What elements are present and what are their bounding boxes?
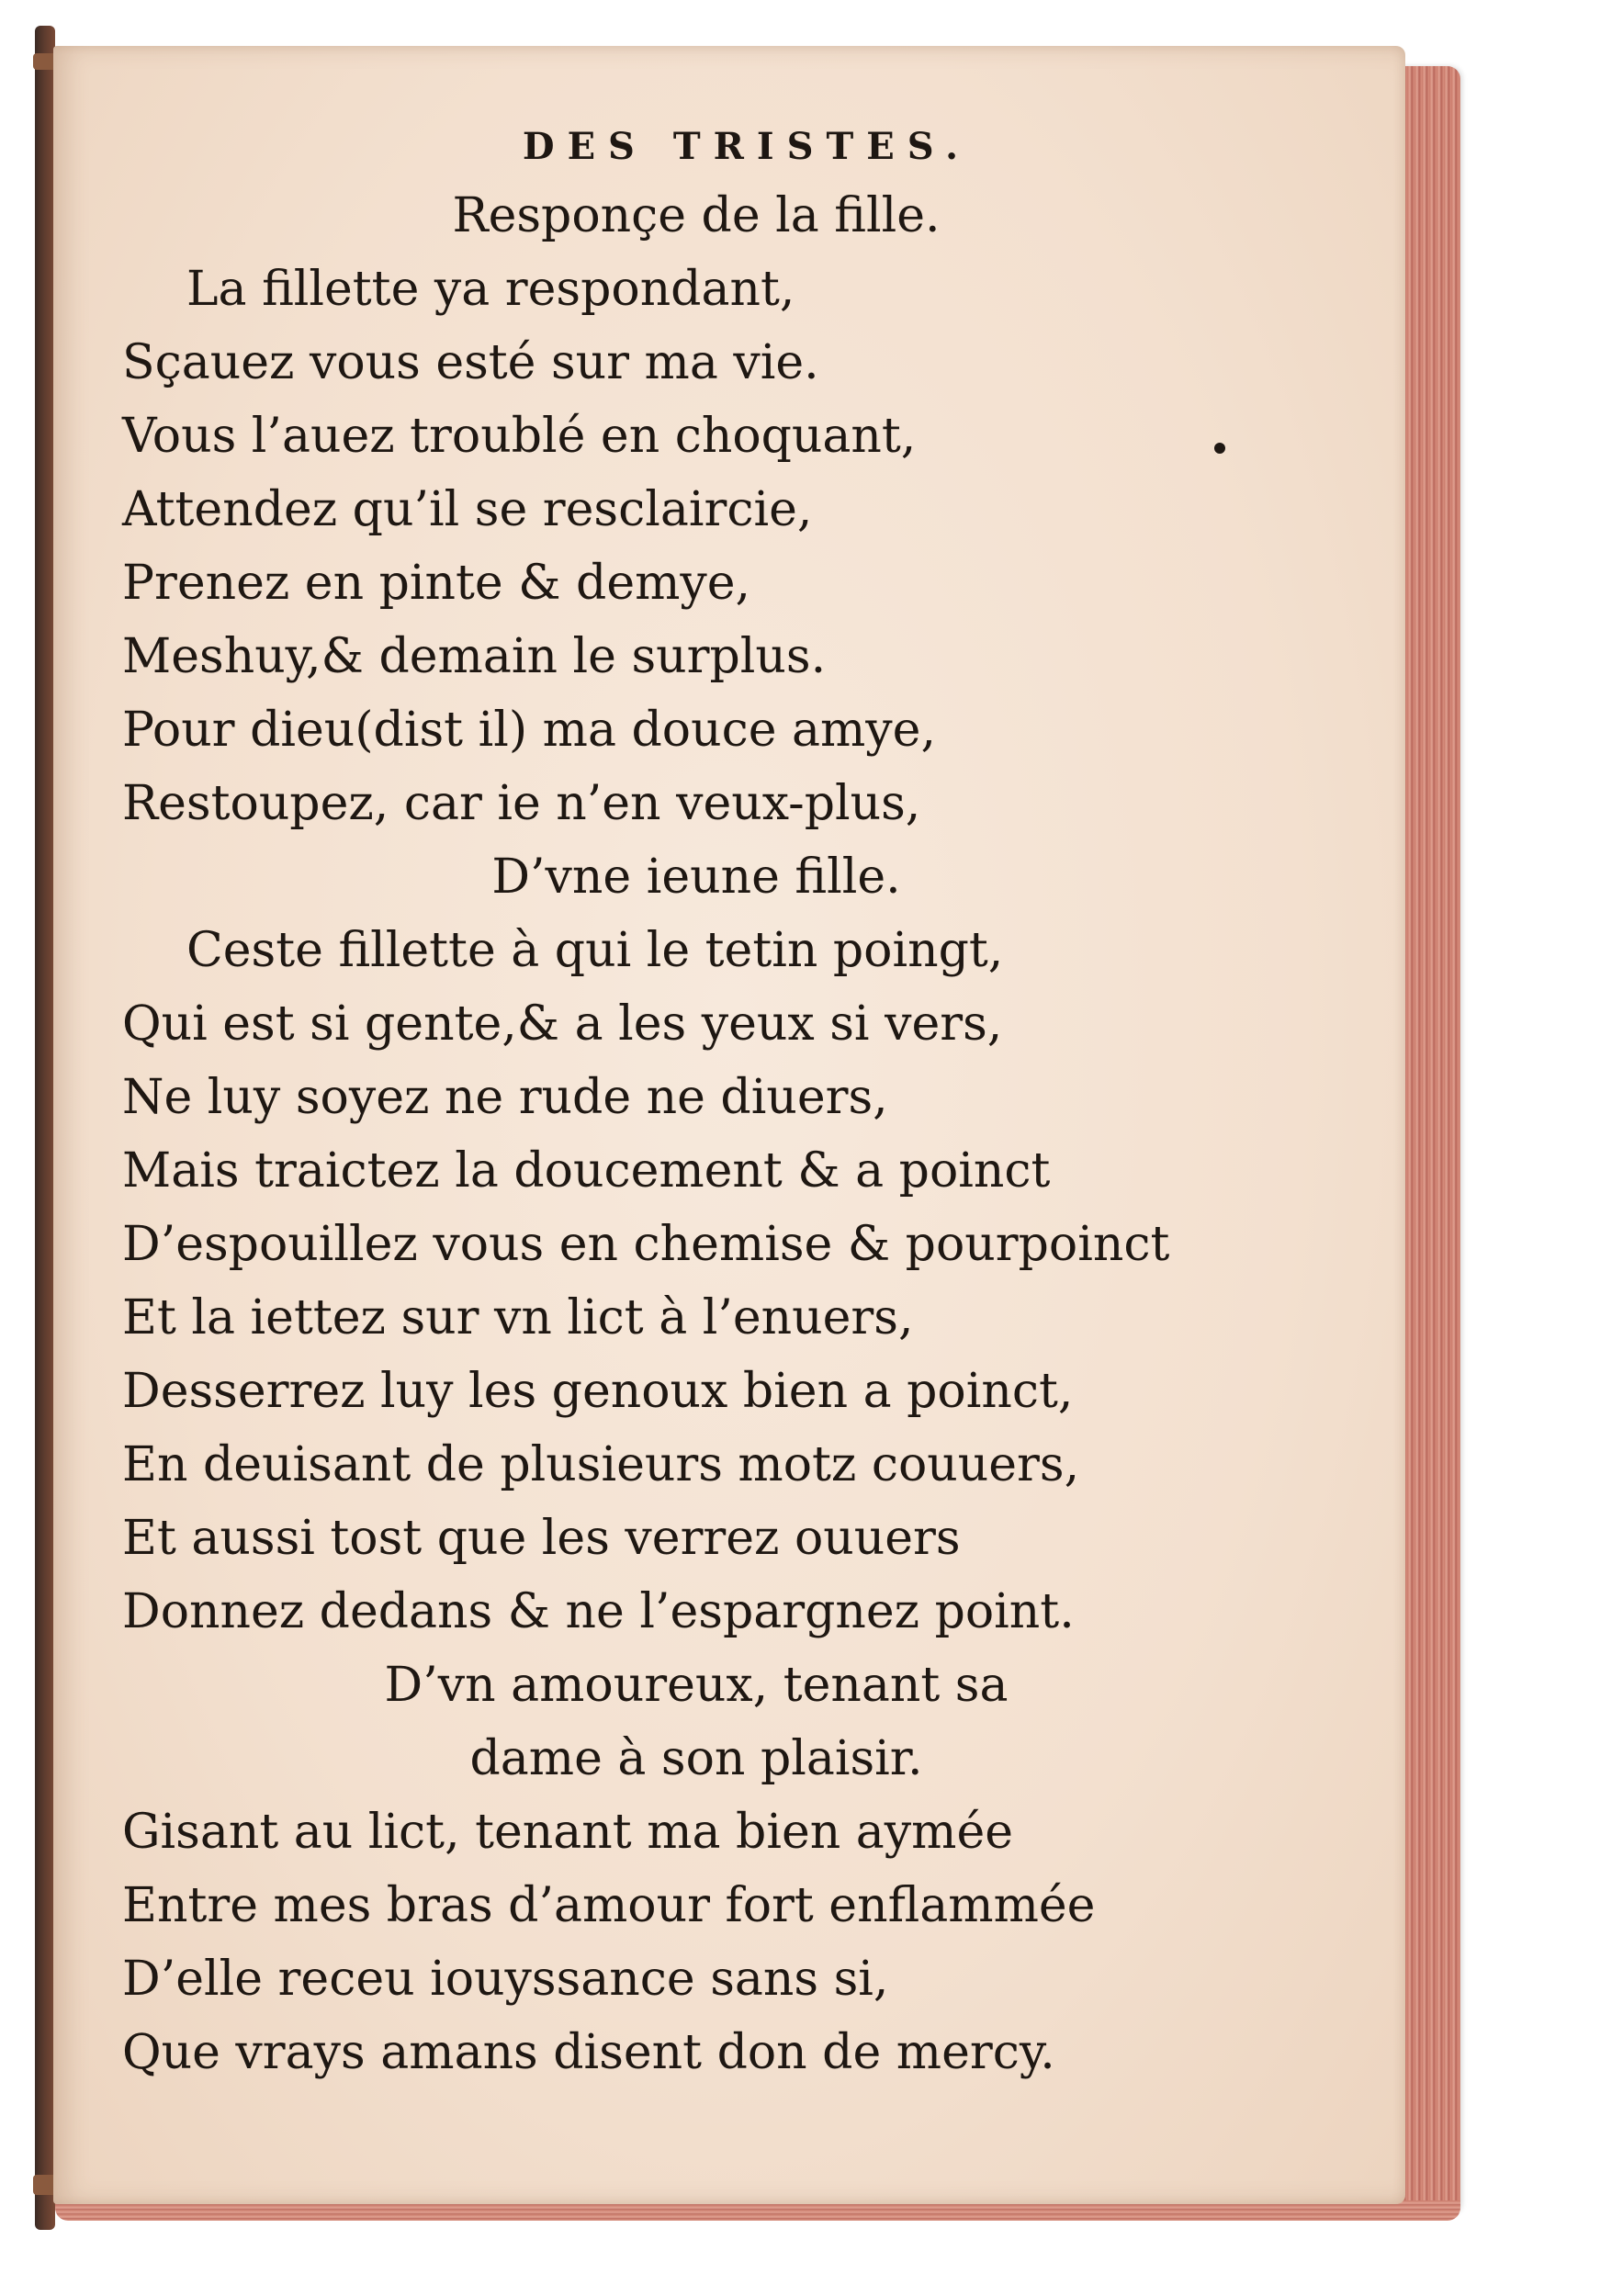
verse-line: Qui est si gente,& a les yeux si vers, xyxy=(122,996,1003,1052)
verse-line: D’elle receu iouyssance sans si, xyxy=(122,1952,889,2007)
verse-line: La fillette ya respondant, xyxy=(186,262,795,317)
verse-line: D’espouillez vous en chemise & pourpoinct xyxy=(122,1217,1170,1272)
verse-line: Pour dieu(dist il) ma douce amye, xyxy=(122,703,936,758)
verse-line: Que vrays amans disent don de mercy. xyxy=(122,2025,1055,2080)
section-title: D’vne ieune fille. xyxy=(491,850,901,905)
verse-line: Entre mes bras d’amour fort enflammée xyxy=(122,1878,1096,1933)
verse-line: Et aussi tost que les verrez ouuers xyxy=(122,1511,961,1566)
section-title: dame à son plaisir. xyxy=(469,1731,923,1786)
book-spine xyxy=(35,26,55,2230)
verse-line: Gisant au lict, tenant ma bien aymée xyxy=(122,1805,1013,1860)
verse-line: Ne luy soyez ne rude ne diuers, xyxy=(122,1070,888,1125)
verse-line: Ceste fillette à qui le tetin poingt, xyxy=(186,923,1004,978)
verse-line: Donnez dedans & ne l’espargnez point. xyxy=(122,1584,1075,1639)
verse-line: Restoupez, car ie n’en veux-plus, xyxy=(122,776,921,831)
verse-line: Prenez en pinte & demye, xyxy=(122,556,751,611)
page-text xyxy=(122,115,1270,2089)
verse-line: Vous l’auez troublé en choquant, xyxy=(122,409,917,464)
verse-line: En deuisant de plusieurs motz couuers, xyxy=(122,1437,1080,1492)
running-head: DES TRISTES. xyxy=(522,125,972,168)
section-title: Responçe de la fille. xyxy=(452,188,941,243)
verse-line: Sçauez vous esté sur ma vie. xyxy=(122,335,819,390)
verse-line: Et la iettez sur vn lict à l’enuers, xyxy=(122,1290,914,1345)
verse-line: Desserrez luy les genoux bien a poinct, xyxy=(122,1364,1074,1419)
book-page xyxy=(53,46,1405,2204)
section-title: D’vn amoureux, tenant sa xyxy=(384,1658,1009,1713)
verse-line: Mais traictez la doucement & a poinct xyxy=(122,1143,1051,1199)
verse-line: Attendez qu’il se resclaircie, xyxy=(122,482,813,537)
verse-line: Meshuy,& demain le surplus. xyxy=(122,629,827,684)
